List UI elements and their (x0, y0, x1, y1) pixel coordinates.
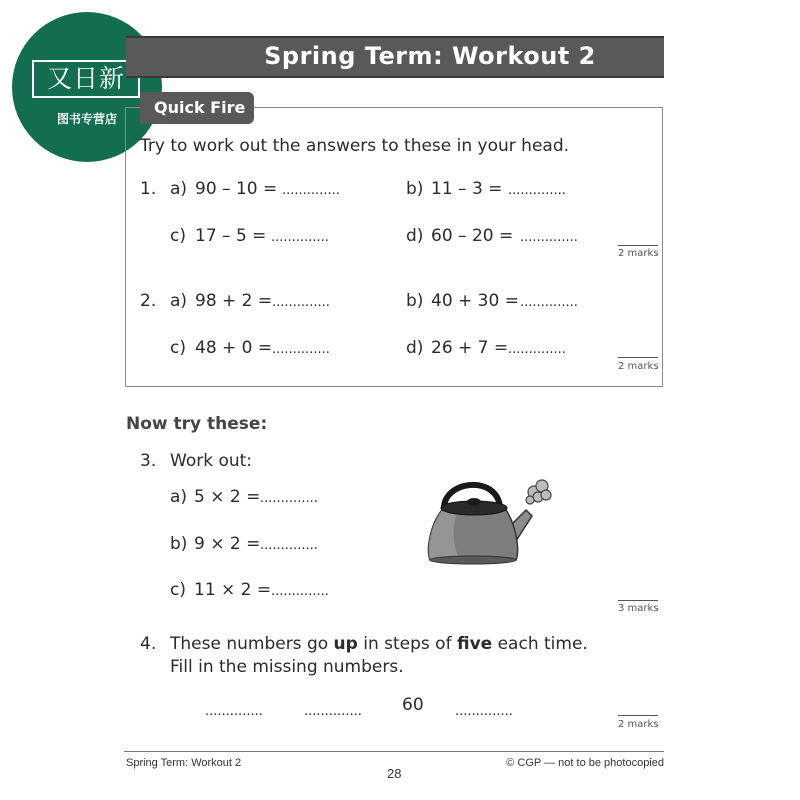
q1a-label: a) (170, 179, 188, 199)
q1-marks-line (618, 245, 658, 246)
kettle-illustration (420, 470, 560, 570)
store-logo-subtitle: 图书专营店 (56, 112, 117, 126)
q4-marks: 2 marks (618, 719, 659, 730)
footer-divider (124, 751, 664, 752)
store-logo-text: 又日新 (32, 60, 140, 98)
q1a-answer-blank[interactable]: .............. (282, 183, 340, 198)
q1c-label: c) (170, 226, 186, 246)
q4-text-mid: in steps of (357, 634, 457, 654)
q3a-expression: 5 × 2 = (194, 487, 261, 507)
page-title-bar (126, 36, 664, 78)
q4-text-up: up (333, 634, 358, 654)
q2b-expression: 40 + 30 = (431, 291, 519, 311)
question-1-number: 1. (140, 179, 157, 199)
q3b-expression: 9 × 2 = (194, 534, 261, 554)
q1d-label: d) (406, 226, 424, 246)
page-title: Spring Term: Workout 2 (264, 42, 596, 70)
q1a-expression: 90 – 10 = (195, 179, 278, 199)
q2d-label: d) (406, 338, 424, 358)
q2c-expression: 48 + 0 = (195, 338, 273, 358)
q2d-expression: 26 + 7 = (431, 338, 509, 358)
q3c-expression: 11 × 2 = (194, 580, 272, 600)
q2a-label: a) (170, 291, 188, 311)
q3b-label: b) (170, 534, 188, 554)
quick-fire-instruction: Try to work out the answers to these in your head. (140, 136, 570, 156)
q3c-answer-blank[interactable]: .............. (271, 584, 329, 599)
q3-marks-line (618, 600, 658, 601)
now-try-heading: Now try these: (126, 414, 268, 434)
page-number: 28 (387, 766, 402, 781)
q3a-answer-blank[interactable]: .............. (260, 491, 318, 506)
q3-prompt: Work out: (170, 451, 253, 471)
footer-left: Spring Term: Workout 2 (126, 757, 242, 769)
q1d-answer-blank[interactable]: .............. (520, 230, 578, 245)
question-2-number: 2. (140, 291, 157, 311)
q2c-answer-blank[interactable]: .............. (272, 342, 330, 357)
q1b-expression: 11 – 3 = (431, 179, 503, 199)
q2-marks: 2 marks (618, 361, 659, 372)
q4-marks-line (618, 715, 658, 716)
q4-text-pre: These numbers go (170, 634, 334, 654)
q4-missing-number-1[interactable]: .............. (205, 704, 263, 719)
question-3-number: 3. (140, 451, 157, 471)
q4-given-number: 60 (402, 695, 424, 715)
q2b-label: b) (406, 291, 424, 311)
quick-fire-label: Quick Fire (140, 92, 254, 124)
q2a-answer-blank[interactable]: .............. (272, 295, 330, 310)
q2c-label: c) (170, 338, 186, 358)
q3c-label: c) (170, 580, 186, 600)
q1b-label: b) (406, 179, 424, 199)
q1c-expression: 17 – 5 = (195, 226, 267, 246)
q4-instruction-line-1 (170, 634, 588, 654)
q3-marks: 3 marks (618, 603, 659, 614)
q4-text-post: each time. (492, 634, 588, 654)
q2a-expression: 98 + 2 = (195, 291, 273, 311)
q2-marks-line (618, 357, 658, 358)
q1c-answer-blank[interactable]: .............. (271, 230, 329, 245)
q2d-answer-blank[interactable]: .............. (508, 342, 566, 357)
footer-copyright: © CGP — not to be photocopied (506, 757, 664, 769)
question-4-number: 4. (140, 634, 157, 654)
q1-marks: 2 marks (618, 248, 659, 259)
q3a-label: a) (170, 487, 188, 507)
q3b-answer-blank[interactable]: .............. (260, 538, 318, 553)
q4-instruction-line-2: Fill in the missing numbers. (170, 657, 404, 677)
q1b-answer-blank[interactable]: .............. (508, 183, 566, 198)
q1d-expression: 60 – 20 = (431, 226, 514, 246)
q4-missing-number-3[interactable]: .............. (455, 704, 513, 719)
q4-text-five: five (456, 634, 493, 654)
q4-missing-number-2[interactable]: .............. (304, 704, 362, 719)
steam-icon (526, 480, 551, 504)
q2b-answer-blank[interactable]: .............. (520, 295, 578, 310)
